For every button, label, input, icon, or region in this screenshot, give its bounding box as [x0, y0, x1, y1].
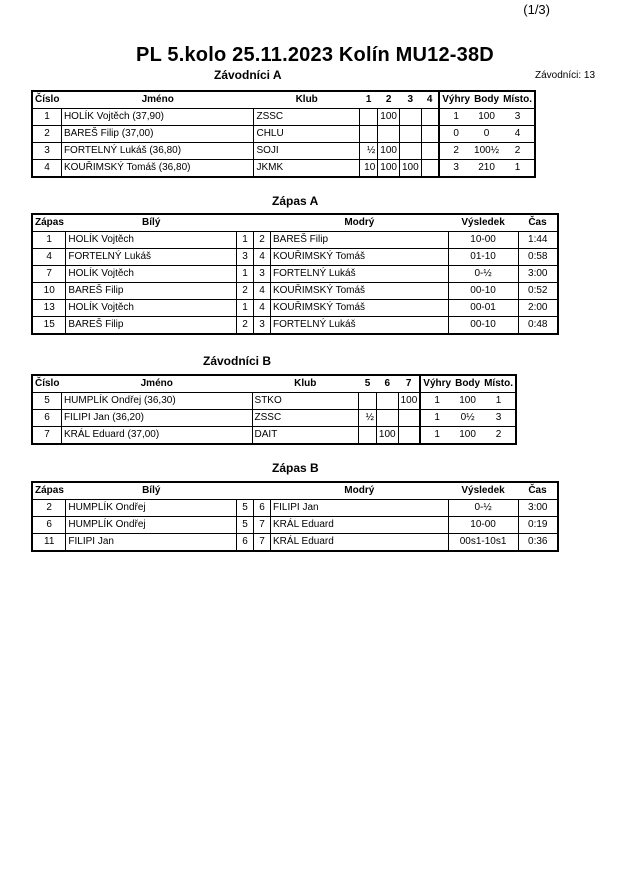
matches-a-table: [31, 213, 559, 335]
cell-points: 100: [459, 429, 476, 440]
cell-wins: 3: [439, 160, 472, 178]
cell-points: 0: [483, 128, 490, 139]
table-row: [32, 393, 516, 410]
cell-blue: KRÁL Eduard: [271, 534, 449, 552]
cell-white: BAREŠ Filip: [66, 283, 237, 300]
cell-name: BAREŠ Filip (37,00): [61, 126, 254, 143]
cell-white: HOLÍK Vojtěch: [66, 266, 237, 283]
cell-round-2: [376, 393, 398, 410]
cell-round-3: [399, 109, 421, 126]
cell-white: HOLÍK Vojtěch: [66, 300, 237, 317]
table-row: [32, 249, 558, 266]
cell-name: KOUŘIMSKÝ Tomáš (36,80): [61, 160, 254, 178]
cell-match-no: 2: [46, 502, 52, 513]
table-row: [32, 500, 558, 517]
col-header-r7: 7: [405, 378, 412, 389]
cell-blue-no: 6: [254, 500, 271, 517]
cell-round-3: [398, 427, 420, 445]
cell-round-1: ½: [359, 410, 377, 427]
cell-round-1: ½: [359, 143, 377, 160]
table-row: [32, 266, 558, 283]
cell-white-no: 1: [237, 300, 254, 317]
cell-club: SOJI: [254, 143, 359, 160]
cell-white-no: 1: [237, 266, 254, 283]
col-header-name: Jméno: [141, 94, 174, 105]
cell-blue-no: 2: [254, 232, 271, 249]
col-header-no: Číslo: [35, 94, 60, 105]
col-header-club: Klub: [294, 378, 317, 389]
cell-time: 3:00: [518, 266, 558, 283]
cell-match-no: 13: [43, 302, 55, 313]
col-header-r1: 1: [365, 94, 372, 105]
page-title: PL 5.kolo 25.11.2023 Kolín MU12-38D: [136, 44, 494, 66]
cell-points: 0½: [460, 412, 475, 423]
cell-name: HOLÍK Vojtěch (37,90): [61, 109, 254, 126]
cell-round-3: [399, 126, 421, 143]
cell-round-4: [421, 143, 439, 160]
cell-club: CHLU: [254, 126, 359, 143]
cell-place: 2: [495, 429, 502, 440]
cell-no: 6: [44, 412, 50, 423]
cell-club: DAIT: [252, 427, 358, 445]
col-header-time: Čas: [528, 485, 547, 496]
col-header-r2: 2: [385, 94, 392, 105]
col-header-r4: 4: [426, 94, 433, 105]
cell-match-no: 15: [43, 319, 55, 330]
cell-round-2: [376, 410, 398, 427]
matches-b-title: Zápas B: [272, 461, 319, 475]
cell-result: 0-½: [448, 500, 518, 517]
cell-round-3: 100: [398, 393, 420, 410]
cell-round-2: 100: [376, 427, 398, 445]
cell-round-1: [359, 427, 377, 445]
cell-blue: KOUŘIMSKÝ Tomáš: [270, 300, 448, 317]
cell-blue: FORTELNÝ Lukáš: [270, 317, 448, 335]
cell-time: 1:44: [518, 232, 558, 249]
cell-time: 0:58: [518, 249, 558, 266]
cell-round-3: [398, 410, 420, 427]
cell-no: 5: [44, 395, 50, 406]
col-header-club: Klub: [295, 94, 318, 105]
cell-blue-no: 4: [254, 300, 271, 317]
cell-time: 0:36: [518, 534, 558, 552]
cell-blue: BAREŠ Filip: [270, 232, 448, 249]
col-header-wins: Výhry: [420, 375, 453, 393]
cell-match-no: 6: [46, 519, 52, 530]
cell-blue-no: 7: [254, 534, 271, 552]
col-header-result: Výsledek: [461, 485, 505, 496]
table-row: [32, 534, 558, 552]
col-header-white: Bílý: [142, 217, 161, 228]
cell-blue-no: 3: [254, 317, 271, 335]
cell-round-2: 100: [378, 160, 400, 178]
cell-result: 00-01: [448, 300, 518, 317]
col-header-r6: 6: [384, 378, 391, 389]
cell-result: 00-10: [448, 283, 518, 300]
cell-white-no: 2: [237, 317, 254, 335]
cell-time: 0:19: [518, 517, 558, 534]
cell-result: 00-10: [448, 317, 518, 335]
cell-name: KRÁL Eduard (37,00): [61, 427, 252, 445]
cell-club: STKO: [252, 393, 358, 410]
cell-place: 3: [495, 412, 502, 423]
group-a-table: [31, 90, 536, 178]
cell-place: 2: [514, 145, 521, 156]
cell-time: 2:00: [518, 300, 558, 317]
cell-white-no: 5: [237, 517, 254, 534]
cell-no: 3: [44, 145, 50, 156]
matches-b-table: [31, 481, 559, 552]
table-row: [32, 410, 516, 427]
cell-white: FILIPI Jan: [66, 534, 237, 552]
col-header-match: Zápas: [35, 485, 64, 496]
table-row: [32, 300, 558, 317]
cell-white-no: 2: [237, 283, 254, 300]
cell-round-2: 100: [378, 143, 400, 160]
cell-points: 100: [459, 395, 476, 406]
cell-match-no: 7: [46, 268, 52, 279]
cell-blue: KRÁL Eduard: [271, 517, 449, 534]
cell-result: 10-00: [448, 232, 518, 249]
col-header-blue: Modrý: [344, 217, 375, 228]
cell-match-no: 11: [44, 536, 55, 547]
cell-round-1: 10: [359, 160, 377, 178]
col-header-name: Jméno: [140, 378, 173, 389]
col-header-points: Body: [474, 94, 500, 105]
cell-round-1: [359, 393, 377, 410]
cell-no: 7: [44, 429, 50, 440]
table-row: [32, 232, 558, 249]
cell-round-1: [359, 126, 377, 143]
group-b-title: Závodníci B: [203, 354, 272, 368]
cell-round-3: [399, 143, 421, 160]
group-a-header-row: [32, 91, 535, 109]
cell-match-no: 1: [46, 234, 52, 245]
cell-place: 1: [514, 162, 521, 173]
cell-place: 1: [495, 395, 502, 406]
cell-wins: 2: [439, 143, 472, 160]
cell-time: 0:52: [518, 283, 558, 300]
col-header-time: Čas: [528, 217, 547, 228]
cell-result: 0-½: [448, 266, 518, 283]
cell-result: 00s1-10s1: [448, 534, 518, 552]
table-row: [32, 160, 535, 178]
cell-blue-no: 3: [254, 266, 271, 283]
cell-blue: FORTELNÝ Lukáš: [270, 266, 448, 283]
cell-round-2: [378, 126, 400, 143]
col-header-no: Číslo: [35, 378, 60, 389]
cell-blue: KOUŘIMSKÝ Tomáš: [270, 249, 448, 266]
cell-match-no: 4: [46, 251, 52, 262]
cell-no: 1: [44, 111, 50, 122]
cell-club: JKMK: [254, 160, 359, 178]
cell-round-2: 100: [378, 109, 400, 126]
cell-points: 100½: [474, 145, 500, 156]
col-header-place: Místo.: [503, 94, 532, 105]
cell-round-4: [421, 126, 439, 143]
page-number: (1/3): [523, 2, 550, 17]
col-header-r3: 3: [407, 94, 414, 105]
cell-match-no: 10: [43, 285, 55, 296]
cell-name: FORTELNÝ Lukáš (36,80): [61, 143, 254, 160]
cell-wins: 1: [420, 393, 453, 410]
cell-blue-no: 4: [254, 249, 271, 266]
col-header-wins: Výhry: [439, 91, 472, 109]
table-row: [32, 517, 558, 534]
cell-blue: FILIPI Jan: [271, 500, 449, 517]
col-header-points: Body: [455, 378, 481, 389]
table-row: [32, 126, 535, 143]
cell-round-3: 100: [399, 160, 421, 178]
cell-no: 4: [44, 162, 50, 173]
cell-time: 3:00: [518, 500, 558, 517]
cell-white-no: 3: [237, 249, 254, 266]
group-a-title: Závodníci A: [214, 68, 282, 82]
cell-name: FILIPI Jan (36,20): [61, 410, 252, 427]
cell-name: HUMPLÍK Ondřej (36,30): [61, 393, 252, 410]
col-header-white: Bílý: [142, 485, 161, 496]
table-row: [32, 317, 558, 335]
col-header-place: Místo.: [484, 378, 513, 389]
cell-white-no: 6: [237, 534, 254, 552]
table-row: [32, 283, 558, 300]
cell-points: 100: [478, 111, 495, 122]
competitors-count: Závodníci: 13: [535, 70, 596, 81]
cell-blue: KOUŘIMSKÝ Tomáš: [270, 283, 448, 300]
matches-a-title: Zápas A: [272, 194, 319, 208]
cell-white-no: 5: [237, 500, 254, 517]
cell-white: HUMPLÍK Ondřej: [66, 517, 237, 534]
col-header-r5: 5: [364, 378, 371, 389]
cell-place: 4: [514, 128, 521, 139]
cell-white: FORTELNÝ Lukáš: [66, 249, 237, 266]
cell-club: ZSSC: [254, 109, 359, 126]
cell-no: 2: [44, 128, 50, 139]
cell-white: HOLÍK Vojtěch: [66, 232, 237, 249]
cell-round-4: [421, 160, 439, 178]
cell-result: 01-10: [448, 249, 518, 266]
group-b-table: [31, 374, 517, 445]
col-header-match: Zápas: [35, 217, 64, 228]
cell-time: 0:48: [518, 317, 558, 335]
table-row: [32, 427, 516, 445]
cell-blue-no: 7: [254, 517, 271, 534]
table-row: [32, 143, 535, 160]
cell-result: 10-00: [448, 517, 518, 534]
cell-white-no: 1: [237, 232, 254, 249]
cell-round-4: [421, 109, 439, 126]
cell-wins: 1: [420, 427, 453, 445]
cell-wins: 1: [439, 109, 472, 126]
col-header-blue: Modrý: [344, 485, 375, 496]
cell-white: HUMPLÍK Ondřej: [66, 500, 237, 517]
col-header-result: Výsledek: [461, 217, 505, 228]
cell-club: ZSSC: [252, 410, 358, 427]
cell-points: 210: [478, 162, 495, 173]
cell-round-1: [359, 109, 377, 126]
table-row: [32, 109, 535, 126]
cell-white: BAREŠ Filip: [66, 317, 237, 335]
cell-wins: 1: [420, 410, 453, 427]
cell-blue-no: 4: [254, 283, 271, 300]
cell-place: 3: [514, 111, 521, 122]
cell-wins: 0: [439, 126, 472, 143]
